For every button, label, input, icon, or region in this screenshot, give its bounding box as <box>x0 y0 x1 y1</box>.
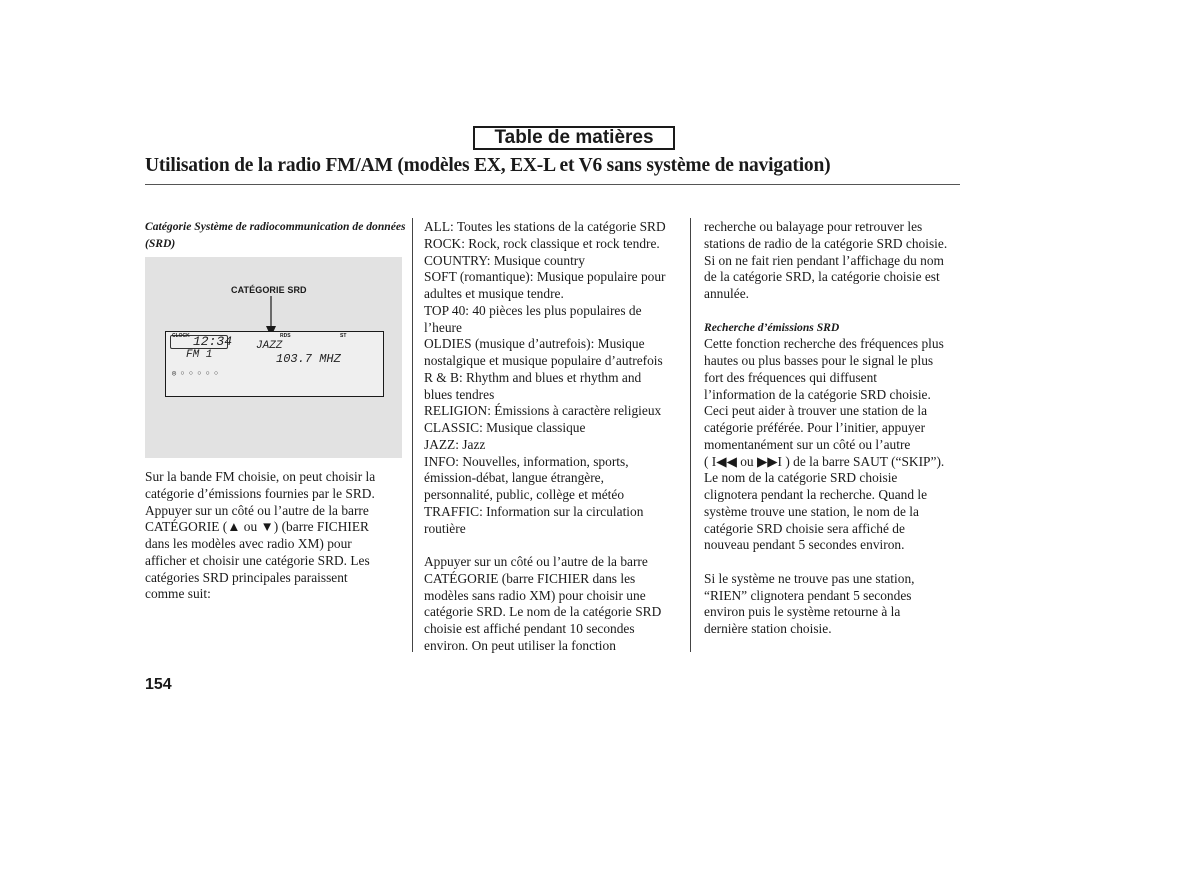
frequency-readout: 103.7 MHZ <box>276 352 341 366</box>
page-number: 154 <box>145 676 172 693</box>
text-line: hautes ou plus basses pour le signal le plus <box>704 353 934 368</box>
section-heading-srd-category: Catégorie Système de radiocommunication de données (SRD) <box>145 220 406 250</box>
text-line: blues tendres <box>424 386 495 402</box>
column-3-body <box>704 336 966 638</box>
text-line: CLASSIC: Musique classique <box>424 420 586 435</box>
text-line: Cette fonction recherche des fréquences plus <box>704 336 944 352</box>
text-line: nouveau pendant 5 secondes environ. <box>704 537 905 553</box>
text-line: Le nom de la catégorie SRD choisie <box>704 470 898 486</box>
column-1-body <box>145 469 407 603</box>
title-divider <box>145 184 960 185</box>
text-line <box>424 537 692 554</box>
table-of-contents-button[interactable]: Table de matières <box>473 126 675 150</box>
text-line: ( I◀◀ ou ▶▶I ) de la barre SAUT (“SKIP”). <box>704 453 945 469</box>
text-line: catégorie préférée. Pour l’initier, appuyer <box>704 420 926 435</box>
text-line: dernière station choisie. <box>704 621 832 636</box>
text-line: environ puis le système retourne à la <box>704 604 901 620</box>
text-line: catégorie SRD choisie sera affiché de <box>704 520 905 536</box>
clock-tag: CLOCK <box>172 333 190 339</box>
figure-label: CATÉGORIE SRD <box>231 285 307 295</box>
text-line: OLDIES (musique d’autrefois): Musique <box>424 336 645 352</box>
text-line: système trouve une station, le nom de la <box>704 503 919 519</box>
section-heading-srd-search: Recherche d’émissions SRD <box>704 320 840 334</box>
text-line: Sur la bande FM choisie, on peut choisir la <box>145 469 376 484</box>
text-line: ALL: Toutes les stations de la catégorie SRD <box>424 219 666 234</box>
rds-tag: RDS <box>280 333 291 339</box>
text-line: recherche ou balayage pour retrouver les <box>704 219 923 234</box>
text-line: environ. On peut utiliser la fonction <box>424 637 616 653</box>
text-line: catégorie SRD. Le nom de la catégorie SRD <box>424 604 662 620</box>
text-line: TRAFFIC: Information sur la circulation <box>424 503 644 519</box>
text-line: afficher et choisir une catégorie SRD. Les <box>145 552 370 568</box>
text-line: Si on ne fait rien pendant l’affichage du nom <box>704 252 944 268</box>
column-3 <box>704 219 966 638</box>
text-line: clignotera pendant la recherche. Quand le <box>704 487 928 502</box>
preset-icons: ◎ ○ ○ ○ ○ ○ <box>172 370 219 378</box>
text-line: nostalgique et musique populaire d’autrefois <box>424 353 663 368</box>
band-readout: FM 1 <box>186 349 213 361</box>
text-line: adultes et musique tendre. <box>424 286 564 301</box>
text-line: INFO: Nouvelles, information, sports, <box>424 453 629 469</box>
text-line: R & B: Rhythm and blues et rhythm and <box>424 369 642 385</box>
text-line: SOFT (romantique): Musique populaire pour <box>424 269 666 285</box>
text-line: Appuyer sur un côté ou l’autre de la barre <box>145 502 369 518</box>
text-line: choisie est affiché pendant 10 secondes <box>424 621 635 636</box>
category-readout: JAZZ <box>256 340 283 352</box>
text-line: momentanément sur un côté ou l’autre <box>704 436 911 452</box>
text-line: COUNTRY: Musique country <box>424 252 585 268</box>
text-line: fort des fréquences qui diffusent <box>704 369 878 385</box>
text-line: stations de radio de la catégorie SRD choisie. <box>704 235 948 251</box>
spacer <box>704 303 966 320</box>
radio-display-figure <box>145 257 402 458</box>
radio-lcd-display <box>165 331 384 397</box>
text-line: émission-débat, langue étrangère, <box>424 470 604 486</box>
column-2 <box>424 219 692 655</box>
text-line: personnalité, public, collège et météo <box>424 487 625 502</box>
text-line: l’information de la catégorie SRD choisie. <box>704 386 931 402</box>
text-line: CATÉGORIE (barre FICHIER dans les <box>424 570 636 586</box>
column-3-intro <box>704 219 966 303</box>
text-line <box>704 554 966 571</box>
text-line: modèles sans radio XM) pour choisir une <box>424 587 646 603</box>
text-line: “RIEN” clignotera pendant 5 secondes <box>704 587 912 603</box>
text-line: routière <box>424 520 466 536</box>
text-line: catégorie d’émissions fournies par le SRD. <box>145 485 375 501</box>
text-line: RELIGION: Émissions à caractère religieux <box>424 403 662 419</box>
text-line: de la catégorie SRD, la catégorie choisie est <box>704 269 940 285</box>
text-line: Si le système ne trouve pas une station, <box>704 570 915 586</box>
text-line: catégories SRD principales paraissent <box>145 569 348 585</box>
page-title: Utilisation de la radio FM/AM (modèles EX, EX-L et V6 sans système de navigation) <box>145 155 831 176</box>
text-line: CATÉGORIE (▲ ou ▼) (barre FICHIER <box>145 519 369 535</box>
text-line: dans les modèles avec radio XM) pour <box>145 536 352 551</box>
text-line: Ceci peut aider à trouver une station de la <box>704 403 928 419</box>
text-line: Appuyer sur un côté ou l’autre de la barre <box>424 554 648 569</box>
text-line: ROCK: Rock, rock classique et rock tendre. <box>424 235 660 251</box>
text-line: JAZZ: Jazz <box>424 436 486 452</box>
text-line: l’heure <box>424 319 462 335</box>
text-line: TOP 40: 40 pièces les plus populaires de <box>424 302 642 318</box>
clock-readout: 12:34 <box>193 334 233 349</box>
text-line: annulée. <box>704 286 749 301</box>
column-divider-1 <box>412 218 413 652</box>
st-tag: ST <box>340 333 347 339</box>
text-line: comme suit: <box>145 586 211 602</box>
